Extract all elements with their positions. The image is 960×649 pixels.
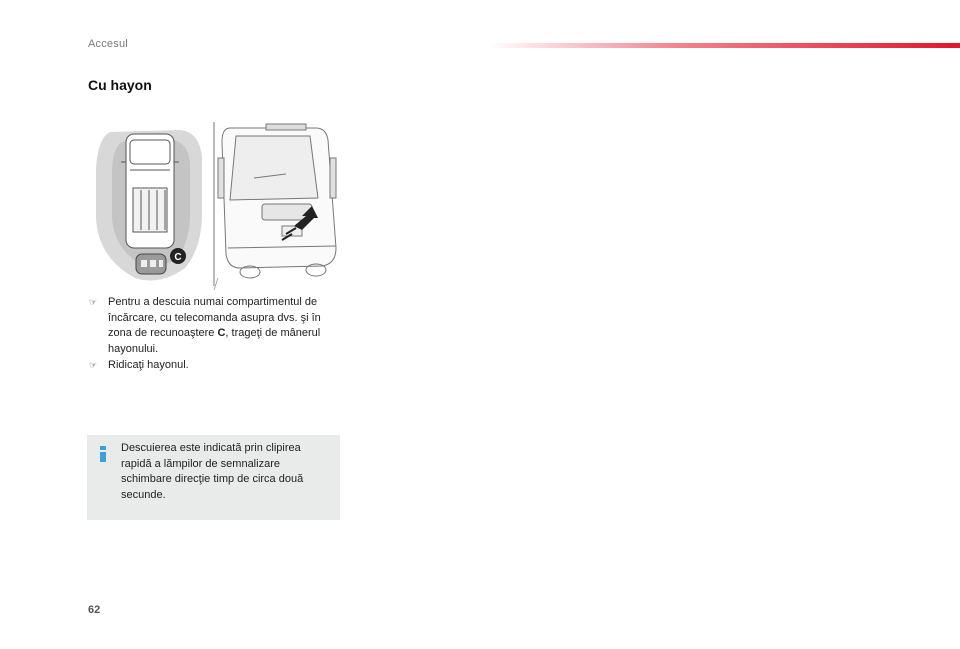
van-rear-view (214, 122, 336, 286)
step-text: Pentru a descuia numai compartimentul de încărcare, cu telecomanda asupra dvs. şi în zona de recunoaştere (108, 296, 321, 339)
section-label: Accesul (88, 38, 128, 50)
page-title: Cu hayon (88, 77, 152, 93)
illustration-svg (90, 118, 342, 290)
page-number: 62 (88, 604, 101, 616)
arrow-bullet-icon: ☞ (89, 360, 98, 370)
zone-label: C (174, 252, 182, 263)
info-text: Descuierea este indicată prin clipirea rapidă a lămpilor de semnalizare schimbare direcţie timp de circa două secunde. (121, 442, 304, 501)
zone-reference: C (217, 327, 226, 339)
step-text-end: , trageţi de mânerul hayonului. (108, 327, 321, 355)
illustration (90, 118, 342, 290)
info-icon (100, 446, 106, 462)
instruction-list (88, 295, 343, 375)
arrow-bullet-icon: ☞ (89, 297, 98, 307)
instruction-step-2 (88, 358, 343, 374)
header-accent-bar (488, 43, 960, 48)
step-text: Ridicaţi hayonul. (108, 359, 189, 371)
info-box (87, 435, 340, 520)
instruction-step-1 (88, 295, 343, 357)
key-fob-icon (136, 254, 166, 274)
car-top-view (121, 134, 179, 248)
